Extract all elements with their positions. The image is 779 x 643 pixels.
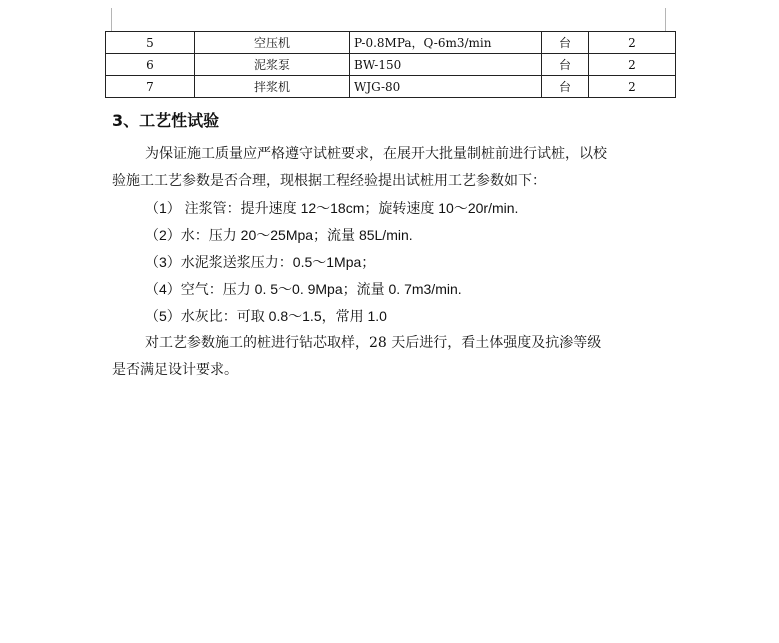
parameter-item-3: （3）水泥浆送浆压力：0.5～1Mpa；	[145, 254, 376, 270]
closing-paragraph-line-2: 是否满足设计要求。	[112, 362, 238, 378]
parameter-item-5: （5）水灰比：可取 0.8～1.5，常用 1.0	[145, 308, 387, 324]
table-row	[106, 32, 676, 54]
cell-equipment-name: 空压机	[195, 32, 350, 54]
cell-specification: BW-150	[350, 54, 542, 76]
cell-specification: WJG-80	[350, 76, 542, 98]
cell-unit: 台	[542, 32, 589, 54]
margin-marker-right	[665, 8, 666, 32]
cell-number: 7	[106, 76, 195, 98]
cell-quantity: 2	[589, 76, 676, 98]
parameter-item-4: （4）空气：压力 0. 5～0. 9Mpa；流量 0. 7m3/min.	[145, 281, 462, 297]
cell-quantity: 2	[589, 32, 676, 54]
equipment-table	[105, 31, 676, 98]
closing-paragraph-line-1: 对工艺参数施工的桩进行钻芯取样，28 天后进行，看土体强度及抗渗等级	[145, 335, 602, 351]
parameter-item-2: （2）水：压力 20～25Mpa；流量 85L/min.	[145, 227, 413, 243]
intro-paragraph-line-2: 验施工工艺参数是否合理，现根据工程经验提出试桩用工艺参数如下：	[112, 173, 546, 189]
table-row	[106, 76, 676, 98]
cell-equipment-name: 拌浆机	[195, 76, 350, 98]
cell-number: 5	[106, 32, 195, 54]
cell-specification: P-0.8MPa，Q-6m3/min	[350, 32, 542, 54]
cell-unit: 台	[542, 76, 589, 98]
margin-marker-left	[111, 8, 112, 32]
cell-unit: 台	[542, 54, 589, 76]
cell-quantity: 2	[589, 54, 676, 76]
intro-paragraph-line-1: 为保证施工质量应严格遵守试桩要求，在展开大批量制桩前进行试桩，以校	[145, 146, 607, 162]
cell-number: 6	[106, 54, 195, 76]
parameter-item-1: （1） 注浆管：提升速度 12～18cm；旋转速度 10～20r/min.	[145, 200, 519, 216]
section-heading: 3、工艺性试验	[112, 111, 220, 130]
cell-equipment-name: 泥浆泵	[195, 54, 350, 76]
table-row	[106, 54, 676, 76]
